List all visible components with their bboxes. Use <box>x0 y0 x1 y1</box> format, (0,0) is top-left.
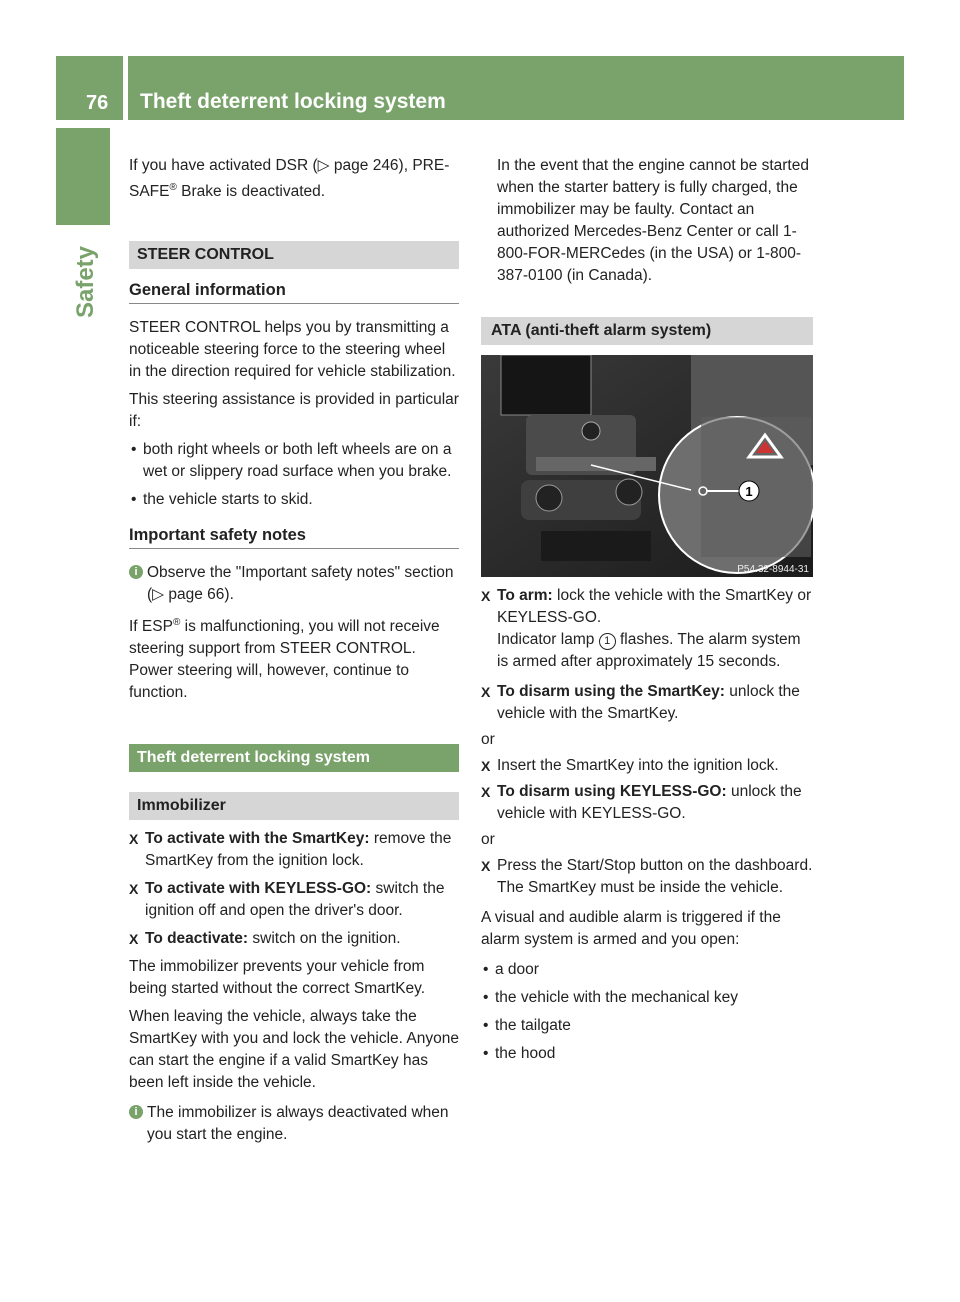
arm-detail <box>497 629 813 673</box>
x-step-icon: X <box>481 758 491 774</box>
x-step-icon: X <box>129 881 139 898</box>
step-item <box>481 781 813 825</box>
list-item: • both right wheels or both left wheels are on a wet or slippery road surface when you brake. <box>129 439 459 483</box>
subheading-safety: Important safety notes <box>129 524 459 549</box>
info-icon: i <box>129 565 143 579</box>
page-title: Theft deterrent locking system <box>140 90 446 113</box>
section-bar-steer <box>129 241 459 269</box>
header-bar <box>128 56 904 120</box>
section-bar-theft <box>129 744 459 772</box>
fault-paragraph: In the event that the engine cannot be started when the starter battery is fully charged, the immobilizer may be faulty. Contact an authorized Mercedes-Benz Center or call 1-800-FOR-MERCedes (in the USA) or 1-800-387-0100 (in Canada). <box>497 157 809 284</box>
immobilizer-paragraph-2: When leaving the vehicle, always take the SmartKey with you and lock the vehicle. Anyone can start the engine if a valid SmartKey has been left inside the vehicle. <box>129 1008 459 1092</box>
info-note-2 <box>129 1102 459 1146</box>
step-text: Press the Start/Stop button on the dashboard. The SmartKey must be inside the vehicle. <box>497 857 813 896</box>
step-text: switch on the ignition. <box>248 930 401 948</box>
section-title: Immobilizer <box>137 797 226 815</box>
step-label: To disarm using the SmartKey: <box>497 683 725 700</box>
intro-text-2: SAFE <box>129 183 170 201</box>
left-column <box>129 155 459 1146</box>
step-text: Insert the SmartKey into the ignition lock. <box>497 757 779 774</box>
intro-ref[interactable]: page 246), PRE- <box>333 157 450 174</box>
step-item <box>129 828 459 872</box>
side-tab <box>70 240 128 330</box>
photo-code: P54.32-8944-31 <box>737 564 809 575</box>
list-item: • the hood <box>481 1043 813 1065</box>
step-item <box>481 681 813 725</box>
side-tab-label: Safety <box>72 245 100 319</box>
section-title: Theft deterrent locking system <box>137 749 370 767</box>
step-item <box>481 855 813 899</box>
or-text: or <box>481 831 495 848</box>
list-item: • the vehicle starts to skid. <box>129 489 459 511</box>
intro-text-3: Brake is deactivated. <box>176 183 326 201</box>
x-step-icon: X <box>129 931 139 948</box>
section-title: ATA (anti-theft alarm system) <box>491 322 712 339</box>
intro-text-1: If you have activated DSR ( <box>129 157 318 174</box>
x-step-icon: X <box>481 588 491 604</box>
dashboard-photo <box>481 355 813 577</box>
step-label: To activate with KEYLESS-GO: <box>145 880 372 898</box>
step-item <box>129 878 459 922</box>
alarm-paragraph: A visual and audible alarm is triggered if the alarm system is armed and you open: <box>481 909 781 948</box>
section-bar-ata <box>481 317 813 345</box>
section-title: STEER CONTROL <box>137 246 274 264</box>
callout-number: 1 <box>745 484 753 499</box>
step-item <box>481 755 813 777</box>
step-label: To deactivate: <box>145 930 249 948</box>
immobilizer-paragraph-1: The immobilizer prevents your vehicle from being started without the correct SmartKey. <box>129 958 426 998</box>
info-note-text: The immobilizer is always deactivated when you start the engine. <box>147 1104 449 1144</box>
step-text: unlock the vehicle with the SmartKey. <box>497 683 800 722</box>
x-step-icon: X <box>481 784 491 800</box>
triangle-ref-icon: ▷ <box>317 157 334 174</box>
general-paragraph-1: STEER CONTROL helps you by transmitting a noticeable steering force to the steering wheel in the direction required for vehicle stabilization. <box>129 319 456 381</box>
esp-paragraph <box>129 612 459 704</box>
list-item: • the vehicle with the mechanical key <box>481 987 813 1009</box>
step-text: unlock the vehicle with KEYLESS-GO. <box>497 783 802 822</box>
page-number-box <box>56 56 123 120</box>
step-label: To activate with the SmartKey: <box>145 830 370 848</box>
arm-detail-text-b: flashes. The alarm system is armed after approximately 15 seconds. <box>497 631 801 670</box>
general-paragraph-2: This steering assistance is provided in particular if: <box>129 391 459 431</box>
side-tab-block <box>56 128 110 225</box>
or-text: or <box>481 731 495 748</box>
section-bar-immobilizer <box>129 792 459 820</box>
registered-icon: ® <box>169 182 177 193</box>
step-item <box>129 928 459 950</box>
step-text: switch the ignition off and open the driver's door. <box>145 880 445 920</box>
step-text: lock the vehicle with the SmartKey or KEYLESS-GO. <box>497 587 812 626</box>
callout-1-icon: 1 <box>599 633 616 650</box>
step-label: To disarm using KEYLESS-GO: <box>497 783 727 800</box>
x-step-icon: X <box>129 831 139 848</box>
x-step-icon: X <box>481 858 491 874</box>
list-item: • the tailgate <box>481 1015 813 1037</box>
step-item <box>481 585 813 673</box>
esp-text-a: If ESP <box>129 618 173 636</box>
right-column <box>481 155 813 1065</box>
subheading-general: General information <box>129 279 459 304</box>
info-note-text: Observe the "Important safety notes" section (▷ page 66). <box>147 564 454 604</box>
arm-detail-text-a: Indicator lamp <box>497 631 599 648</box>
step-label: To arm: <box>497 587 553 604</box>
info-icon: i <box>129 1105 143 1119</box>
registered-icon: ® <box>172 617 181 629</box>
intro-paragraph <box>129 155 459 203</box>
list-item: • a door <box>481 959 813 981</box>
info-note-1 <box>129 562 459 606</box>
dashboard-illustration <box>481 355 813 577</box>
esp-text-b: is malfunctioning, you will not receive steering support from STEER CONTROL. Power steering will, however, continue to function. <box>129 618 440 702</box>
page-number: 76 <box>86 92 109 114</box>
step-text: remove the SmartKey from the ignition lock. <box>145 830 452 870</box>
x-step-icon: X <box>481 684 491 700</box>
